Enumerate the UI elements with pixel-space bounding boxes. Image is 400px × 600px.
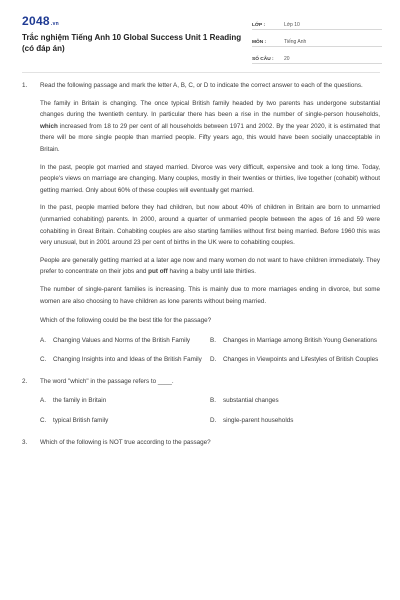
meta-value: Lớp 10 xyxy=(284,22,300,28)
option-a[interactable] xyxy=(40,395,210,407)
quiz-content xyxy=(22,80,380,458)
option-letter: B. xyxy=(210,397,216,405)
question-3 xyxy=(22,437,380,449)
option-c[interactable] xyxy=(40,354,210,366)
meta-value: Tiếng Anh xyxy=(284,39,307,45)
passage-paragraph xyxy=(40,98,380,156)
passage-paragraph xyxy=(40,255,380,278)
paragraph-text: The number of single-parent families is increasing. This is mainly due to more marriages ending in divorce, but some women are also choosing to have children as lone parents without being married. xyxy=(40,285,380,305)
option-letter: B. xyxy=(210,336,216,344)
question-1 xyxy=(22,80,380,366)
option-c[interactable] xyxy=(40,415,210,427)
option-text: single-parent households xyxy=(223,417,294,425)
document-title: Trắc nghiệm Tiếng Anh 10 Global Success Unit 1 Reading (có đáp án) xyxy=(22,33,242,53)
question-number: 3. xyxy=(22,438,28,446)
paragraph-text: increased from 18 to 29 per cent of all households between 1971 and 2002. By the year 2020, it is estimated that there will be more single people than married people. Fifty years ago, this would have been socially unacceptable in Britain. xyxy=(40,122,380,153)
question-number: 2. xyxy=(22,377,28,385)
passage-paragraph xyxy=(40,284,380,307)
passage-paragraph xyxy=(40,202,380,248)
option-letter: C. xyxy=(40,417,47,425)
question-number: 1. xyxy=(22,82,28,89)
logo-sub: .vn xyxy=(50,21,60,27)
option-letter: A. xyxy=(40,397,46,405)
option-text: Changes in Marriage among British Young Generations xyxy=(223,336,378,344)
paragraph-text: In the past, people got married and stayed married. Divorce was very difficult, expensive and took a long time. Today, people's views on marriage are changing. Many couples, mostly in their twenties or thirties, live together (cohabit) without getting married. Only about 60% of these couples will eventually get married. xyxy=(40,163,380,194)
option-text: typical British family xyxy=(53,417,109,425)
option-text: substantial changes xyxy=(223,397,279,405)
option-text: Changing Values and Norms of the British Family xyxy=(53,336,191,344)
question-stem: Which of the following could be the best title for the passage? xyxy=(40,317,212,325)
meta-key: SỐ CÂU : xyxy=(252,57,274,62)
answer-options xyxy=(40,395,380,426)
logo-main: 2048 xyxy=(22,14,50,28)
header-divider xyxy=(22,72,380,73)
option-letter: A. xyxy=(40,336,46,344)
option-a[interactable] xyxy=(40,335,210,347)
option-b[interactable] xyxy=(210,395,380,407)
paragraph-text: People are generally getting married at a later age now and many women do not want to have children immediately. They prefer to concentrate on their jobs and xyxy=(40,256,380,276)
meta-row-class xyxy=(252,16,382,30)
meta-value: 20 xyxy=(284,56,290,62)
paragraph-text: having a baby until late thirties. xyxy=(167,268,256,276)
option-d[interactable] xyxy=(210,354,380,366)
site-logo[interactable] xyxy=(22,14,59,28)
question-stem: Which of the following is NOT true according to the passage? xyxy=(40,438,211,446)
option-text: Changing Insights into and Ideas of the British Family xyxy=(53,356,202,364)
question-2 xyxy=(22,376,380,427)
question-stem: The word "which" in the passage refers to ____. xyxy=(40,377,174,385)
answer-options xyxy=(40,335,380,366)
option-text: Changes in Viewpoints and Lifestyles of British Couples xyxy=(223,356,379,364)
question-instruction: Read the following passage and mark the letter A, B, C, or D to indicate the correct answer to each of the questions. xyxy=(40,82,363,89)
option-letter: D. xyxy=(210,417,217,425)
highlighted-word: put off xyxy=(148,268,168,276)
highlighted-word: which xyxy=(40,122,58,130)
meta-row-subject xyxy=(252,33,382,47)
meta-key: LỚP : xyxy=(252,23,266,28)
passage-paragraph xyxy=(40,162,380,197)
meta-key: MÔN : xyxy=(252,40,267,45)
option-d[interactable] xyxy=(210,415,380,427)
page-header xyxy=(0,0,400,72)
meta-info xyxy=(252,16,382,67)
option-letter: C. xyxy=(40,356,47,364)
paragraph-text: In the past, people married before they had children, but now about 40% of children in Britain are born to unmarried (unmarried cohabiting) parents. In 2000, around a quarter of unmarried people between the ages of 16 and 59 were cohabiting in Great Britain. Cohabiting couples are also starting families without first being married. Before 1960 this was very unusual, but in 2001 around 23 per cent of births in the UK were to cohabiting couples. xyxy=(40,204,380,247)
option-b[interactable] xyxy=(210,335,380,347)
meta-row-count xyxy=(252,50,382,64)
paragraph-text: The family in Britain is changing. The once typical British family headed by two parents has undergone substantial changes during the twentieth century. In particular there has been a rise in the number of single-person households, xyxy=(40,99,380,119)
option-letter: D. xyxy=(210,356,217,364)
option-text: the family in Britain xyxy=(53,397,107,405)
